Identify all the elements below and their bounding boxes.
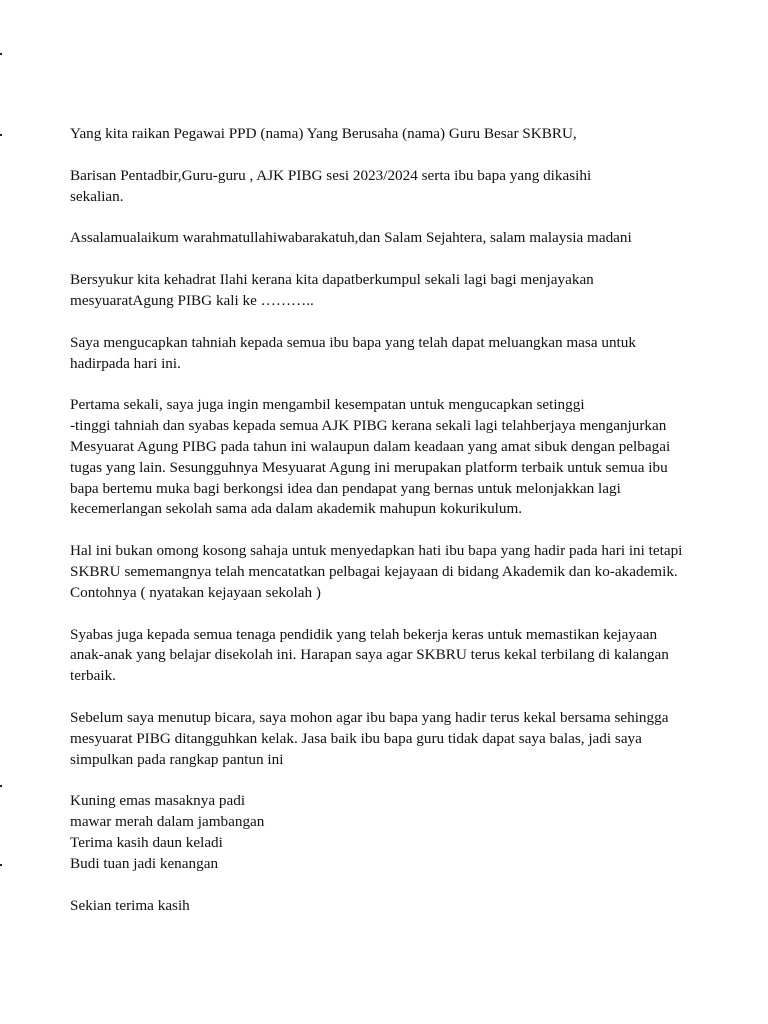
teachers-paragraph: Syabas juga kepada semua tenaga pendidik yang telah bekerja keras untuk memastikan kejayaan anak-anak yang belajar disekolah ini. Harapan saya agar SKBRU terus kekal terbilang di kalangan terbaik. xyxy=(70,625,669,685)
pantun-line: Kuning emas masaknya padi xyxy=(70,792,246,810)
gratitude-paragraph: Bersyukur kita kehadrat Ilahi kerana kita dapatberkumpul sekali lagi bagi menjayakan mesyuaratAgung PIBG kali ke ……….. xyxy=(70,271,594,309)
salutation-paragraph: Assalamualaikum warahmatullahiwabarakatuh,dan Salam Sejahtera, salam malaysia madani xyxy=(70,229,632,247)
margin-mark xyxy=(0,53,2,55)
audience-paragraph: Barisan Pentadbir,Guru-guru , AJK PIBG sesi 2023/2024 serta ibu bapa yang dikasihi sekalian. xyxy=(70,166,592,205)
margin-mark xyxy=(0,785,2,787)
congratulation-paragraph: Saya mengucapkan tahniah kepada semua ibu bapa yang telah dapat meluangkan masa untuk hadirpada hari ini. xyxy=(70,333,636,372)
achievement-paragraph: Hal ini bukan omong kosong sahaja untuk menyedapkan hati ibu bapa yang hadir pada hari ini tetapi SKBRU sememangnya telah mencatatkan pelbagai kejayaan di bidang Akademik dan ko-akademik. Contohnya ( nyatakan kejayaan sekolah ) xyxy=(70,542,683,601)
appreciation-paragraph: Pertama sekali, saya juga ingin mengambil kesempatan untuk mengucapkan setinggi -tinggi tahniah dan syabas kepada semua AJK PIBG kerana sekali lagi telahberjaya menganjurkan Mesyuarat Agung PIBG pada tahun ini walaupun dalam keadaan yang amat sibuk dengan pelbagai tugas yang lain. Sesungguhnya Mesyuarat Agung ini merupakan platform terbaik untuk semua ibu bapa bertemu muka bagi berkongsi idea dan pendapat yang bernas untuk melonjakkan lagi kecemerlangan sekolah sama ada dalam akademik mahupun kokurikulum. xyxy=(70,396,671,518)
pantun-line: mawar merah dalam jambangan xyxy=(70,813,265,831)
margin-mark xyxy=(0,134,2,136)
pantun-verse xyxy=(70,791,695,874)
closing-remarks-paragraph: Sebelum saya menutup bicara, saya mohon agar ibu bapa yang hadir terus kekal bersama sehingga mesyuarat PIBG ditangguhkan kelak. Jasa baik ibu bapa guru tidak dapat saya balas, jadi saya simpulkan pada rangkap pantun ini xyxy=(70,708,669,768)
speech-text xyxy=(70,124,695,916)
pantun-line: Budi tuan jadi kenangan xyxy=(70,854,219,872)
greeting-paragraph: Yang kita raikan Pegawai PPD (nama) Yang Berusaha (nama) Guru Besar SKBRU, xyxy=(70,125,577,142)
closing-line: Sekian terima kasih xyxy=(70,896,190,914)
margin-mark xyxy=(0,864,2,866)
pantun-line: Terima kasih daun keladi xyxy=(70,833,223,851)
